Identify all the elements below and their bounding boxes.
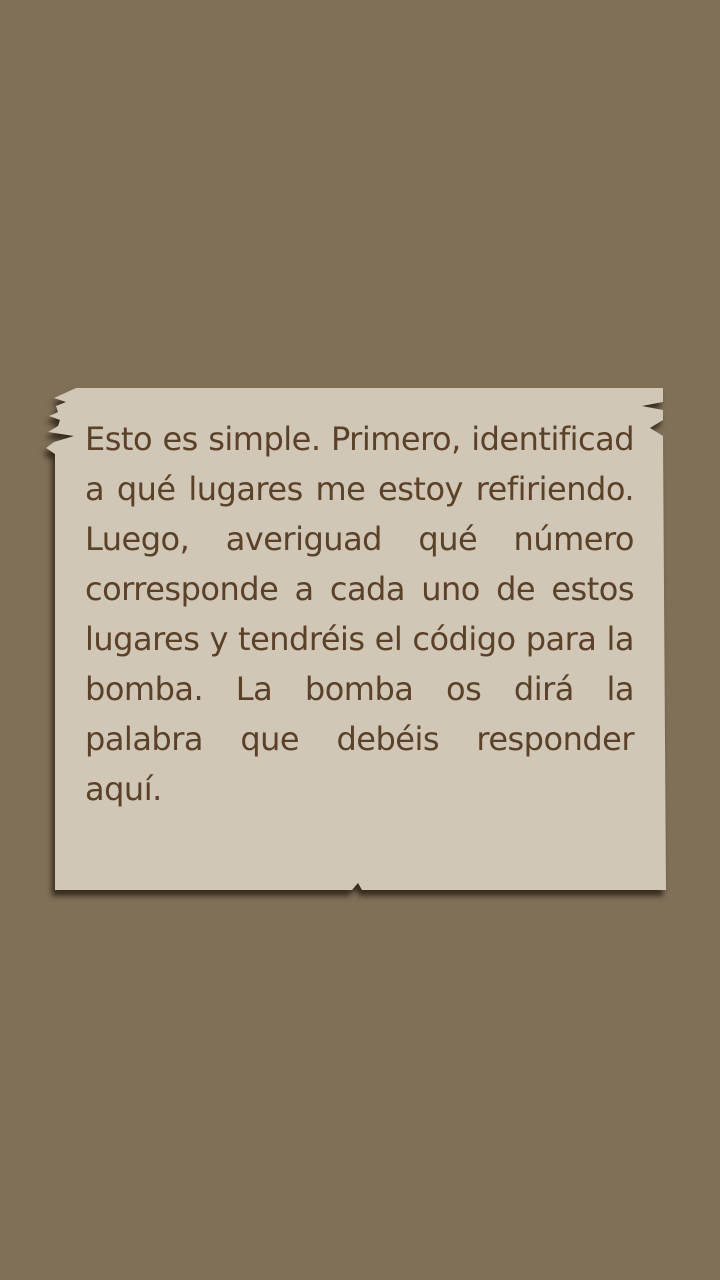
note-card	[46, 388, 668, 898]
riddle-text: Esto es simple. Primero, identificad a qué lugares me estoy refiriendo. Luego, averiguad qué número corresponde a cada uno de estos lugares y tendréis el código para la bomba. La bomba os dirá la palabra que debéis responder aquí.	[85, 420, 634, 808]
